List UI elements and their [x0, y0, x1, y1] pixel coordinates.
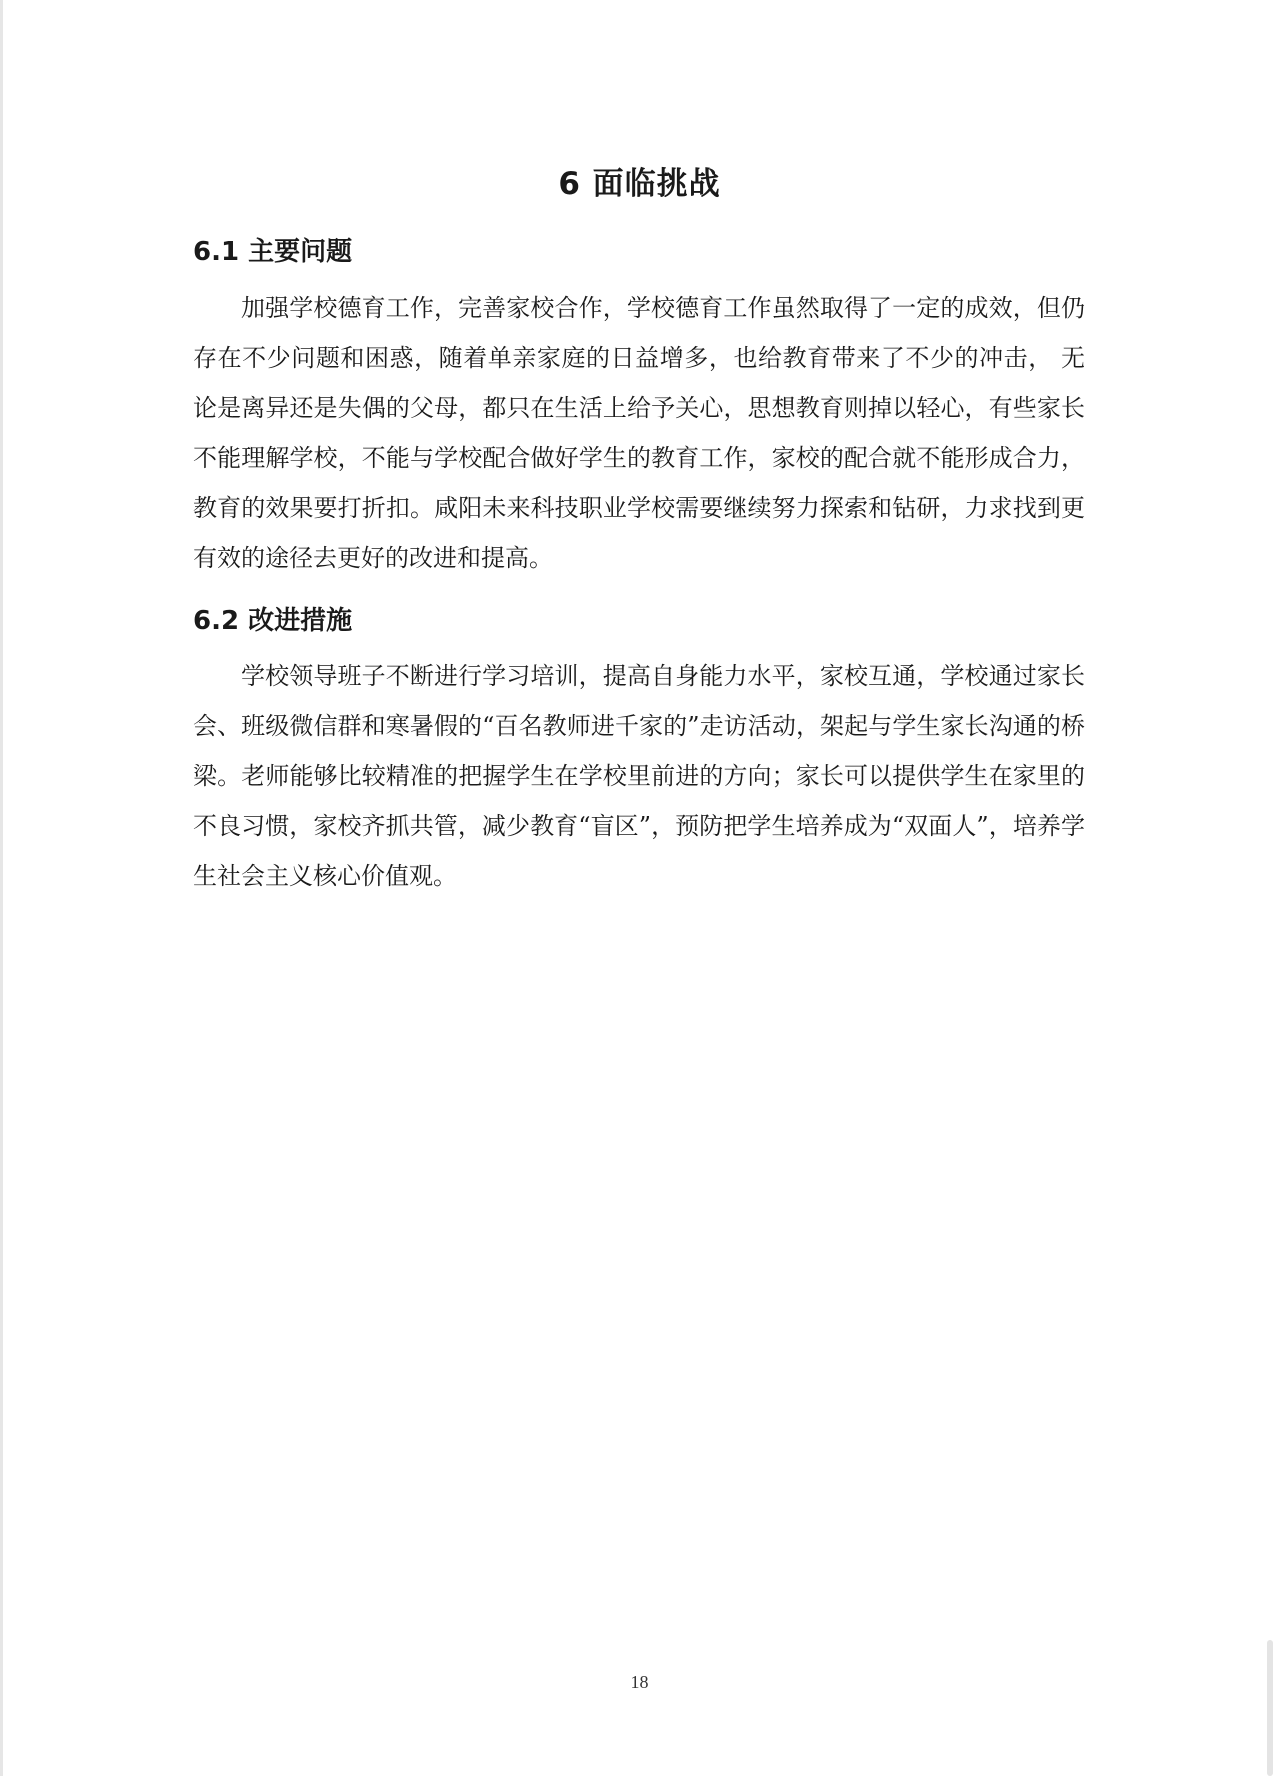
chapter-title: 6 面临挑战: [558, 166, 721, 202]
section-title-improvements: 6.2 改进措施: [193, 606, 353, 636]
section-title-main-problems: 6.1 主要问题: [193, 237, 353, 267]
scrollbar-thumb[interactable]: [1267, 1640, 1273, 1776]
page-left-edge: [0, 0, 3, 1776]
section-body-main-problems: 加强学校德育工作，完善家校合作，学校德育工作虽然取得了一定的成效，但仍存在不少问题和困惑，随着单亲家庭的日益增多，也给教育带来了不少的冲击， 无论是离异还是失偶的父母，都只在生活上给予关心，思想教育则掉以轻心，有些家长不能理解学校，不能与学校配合做好学生的教育工作，家校的配合就不能形成合力，教育的效果要打折扣。咸阳未来科技职业学校需要继续努力探索和钻研，力求找到更有效的途径去更好的改进和提高。: [193, 294, 1085, 572]
section-body-improvements: 学校领导班子不断进行学习培训，提高自身能力水平，家校互通，学校通过家长会、班级微信群和寒暑假的“百名教师进千家的”走访活动，架起与学生家长沟通的桥梁。老师能够比较精准的把握学生在学校里前进的方向；家长可以提供学生在家里的不良习惯，家校齐抓共管，减少教育“盲区”，预防把学生培养成为“双面人”，培养学生社会主义核心价值观。: [193, 662, 1085, 890]
page-number: 18: [630, 1672, 649, 1692]
